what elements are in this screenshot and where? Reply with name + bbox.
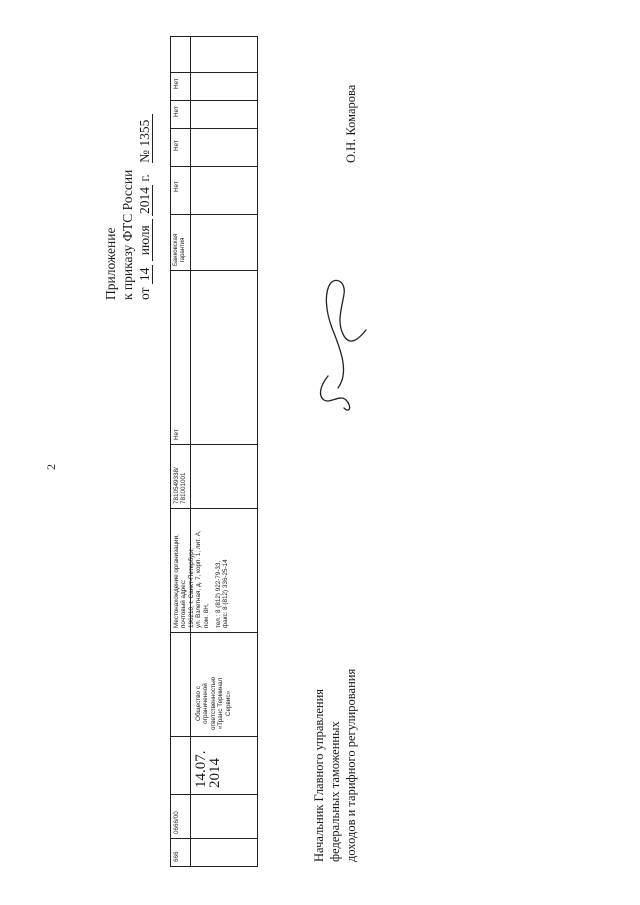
col-divider [170,838,258,839]
address-line: почтовый адрес: [180,579,188,628]
table-inner-line [190,36,191,866]
cell-address [173,530,230,628]
cell-date-year: 2014 [207,758,223,788]
col-divider [170,166,258,167]
org-line: «Транс Терминал [217,677,225,730]
address-line: пом. 8Н, [202,603,210,628]
col-divider [170,72,258,73]
date-year: 2014 [137,186,152,214]
col-divider [170,128,258,129]
guarantee-line: Банковская [173,233,179,266]
date-suffix: г. [137,174,152,182]
org-line: ответственностью [209,677,217,730]
address-line: тел.: 8 (812) 922-79-33, [215,560,223,628]
date-month: июля [137,219,153,261]
signatory-name: О.Н. Комарова [344,84,358,163]
kpp: 781001001 [180,472,188,504]
appendix-title: Приложение [103,227,118,300]
col-divider [170,736,258,737]
table-border-top [170,36,258,37]
col-divider [170,508,258,509]
table-border-bottom [170,866,258,867]
cell-none-1: Нет [173,429,180,440]
address-line: факс: 8 (812) 336-25-14 [222,559,230,628]
col-divider [170,794,258,795]
cell-index: 666 [173,851,180,862]
cell-guarantee [173,234,188,266]
col-divider [170,444,258,445]
appendix-order-ref: к приказу ФТС России [120,169,135,300]
org-line: Сервис» [224,691,232,717]
guarantee-line: гарантия [180,237,187,263]
table-border-right [257,36,258,866]
cell-date-day-month: 14.07. [193,750,209,788]
cell-date [194,751,222,789]
cell-none-4: Нет [173,106,180,117]
page-number: 2 [44,464,58,470]
org-line: Общество с [195,686,202,721]
col-divider [170,632,258,633]
address-line: Местонахождение организации, [173,534,180,628]
cell-organization [195,677,232,730]
order-number-value: 1355 [137,119,152,147]
cell-none-3: Нет [173,140,180,151]
col-divider [170,214,258,215]
col-divider [170,100,258,101]
address-line: ул. Взлетная, д. 7, корп. 1, лит. А, [195,530,203,628]
cell-none-5: Нет [173,78,180,89]
date-day: 14 [137,265,153,285]
signatory-title-line: федеральных таможенных [328,721,342,862]
cell-none-2: Нет [173,181,180,192]
handwritten-signature [310,268,380,418]
table-border-left [170,36,171,866]
signatory-title-line: Начальник Главного управления [312,688,326,862]
address-line: 196210, г. Санкт-Петербург, [187,548,195,628]
date-prefix: от [137,287,152,300]
order-number-prefix: № [137,149,152,163]
signatory-title [311,669,359,862]
col-divider [170,270,258,271]
cell-reg-number: 0666/00 [173,811,180,834]
signatory-title-line: доходов и тарифного регулирования [344,668,358,862]
org-line: ограниченной [202,683,210,724]
cell-inn-kpp [173,467,188,504]
inn: 7810549338/ [173,467,180,504]
